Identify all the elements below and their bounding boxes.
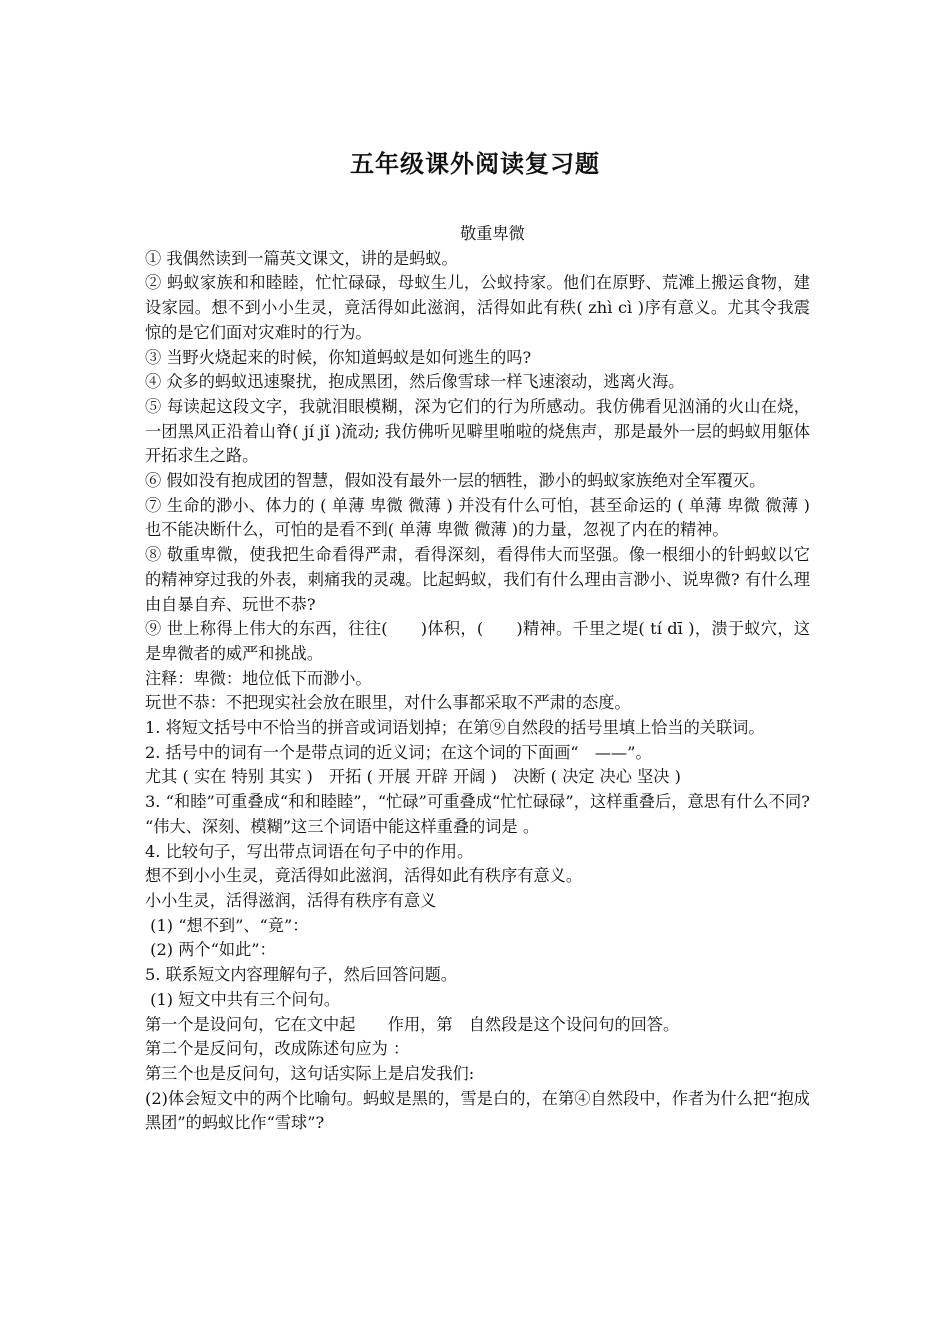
- question-2: 2. 括号中的词有一个是带点词的近义词；在这个词的下面画“ ——”。: [145, 742, 652, 762]
- note-line: 注释：卑微：地位低下而渺小。: [145, 668, 372, 688]
- question-4: 4. 比较句子，写出带点词语在句子中的作用。: [145, 841, 474, 861]
- paragraph-5: ⑤ 每读起这段文字，我就泪眼模糊，深为它们的行为所感动。我仿佛看见汹涌的火山在烧，一团黑风正沿着山脊( jí jǐ )流动; 我仿佛听见噼里啪啦的烧焦声，那是最外一层的蚂蚁用躯体开拓求生之路。: [145, 396, 810, 466]
- question-5: 5. 联系短文内容理解句子，然后回答问题。: [145, 965, 457, 985]
- question-5-line: 第一个是设问句，它在文中起 作用，第 自然段是这个设问句的回答。: [145, 1014, 680, 1034]
- question-4-sentence-b: 小小生灵，活得滋润，活得有秩序有意义: [145, 890, 437, 910]
- document-body: [145, 222, 816, 1136]
- question-4-part-2: (2) 两个“如此”：: [145, 940, 276, 960]
- question-1: 1. 将短文括号中不恰当的拼音或词语划掉；在第⑨自然段的括号里填上恰当的关联词。: [145, 718, 765, 738]
- question-3: 3. “和睦”可重叠成“和和睦睦”，“忙碌”可重叠成“忙忙碌碌”，这样重叠后，意思有什么不同? “伟大、深刻、模糊”这三个词语中能这样重叠的词是 。: [145, 792, 816, 836]
- question-4-sentence-a: 想不到小小生灵，竟活得如此滋润，活得如此有秩序有意义。: [145, 866, 583, 886]
- question-2-options: 尤其 ( 实在 特别 其实 ) 开拓 ( 开展 开辟 开阔 ) 决断 ( 决定 决心 坚决 ): [145, 767, 681, 787]
- paragraph-3: ③ 当野火烧起来的时候，你知道蚂蚁是如何逃生的吗?: [145, 347, 532, 367]
- note-line: 玩世不恭：不把现实社会放在眼里，对什么事都采取不严肃的态度。: [145, 693, 631, 713]
- question-5-part-1: (1) 短文中共有三个问句。: [145, 989, 341, 1009]
- question-4-part-1: (1) “想不到”、“竟”：: [145, 915, 309, 935]
- paragraph-8: ⑧ 敬重卑微，使我把生命看得严肃，看得深刻，看得伟大而坚强。像一根细小的针蚂蚁以它的精神穿过我的外表，刺痛我的灵魂。比起蚂蚁，我们有什么理由言渺小、说卑微? 有什么理由自暴自弃、玩世不恭?: [145, 545, 810, 614]
- paragraph-2: ② 蚂蚁家族和和睦睦，忙忙碌碌，母蚁生儿，公蚁持家。他们在原野、荒滩上搬运食物，建设家园。想不到小小生灵，竟活得如此滋润，活得如此有秩( zhì cì )序有意义。尤其令我震惊的是它们面对灾难时的行为。: [145, 273, 810, 342]
- paragraph-4: ④ 众多的蚂蚁迅速聚扰，抱成黑团，然后像雪球一样飞速滚动，逃离火海。: [145, 372, 685, 392]
- paragraph-1: ① 我偶然读到一篇英文课文，讲的是蚂蚁。: [145, 248, 458, 268]
- question-5-line: 第三个也是反问句，这句话实际上是启发我们:: [145, 1063, 475, 1083]
- paragraph-7: ⑦ 生命的渺小、体力的 ( 单薄 卑微 微薄 ) 并没有什么可怕，甚至命运的 ( 单薄 卑微 微薄 )也不能决断什么，可怕的是看不到( 单薄 卑微 微薄 )的力量，忽视了内在的精神。: [145, 495, 810, 540]
- article-title: 敬重卑微: [460, 224, 525, 243]
- paragraph-9: ⑨ 世上称得上伟大的东西，往往( )体积，( )精神。千里之堤( tí dī )，溃于蚁穴，这是卑微者的威严和挑战。: [145, 619, 810, 663]
- question-5-line: 第二个是反问句，改成陈述句应为 ：: [145, 1039, 410, 1059]
- paragraph-6: ⑥ 假如没有抱成团的智慧，假如没有最外一层的牺牲，渺小的蚂蚁家族绝对全军覆灭。: [145, 471, 766, 491]
- question-5-part-2: (2)体会短文中的两个比喻句。蚂蚁是黑的，雪是白的，在第④自然段中，作者为什么把“抱成黑团”的蚂蚁比作“雪球”?: [145, 1088, 810, 1133]
- document-title: 五年级课外阅读复习题: [350, 149, 600, 179]
